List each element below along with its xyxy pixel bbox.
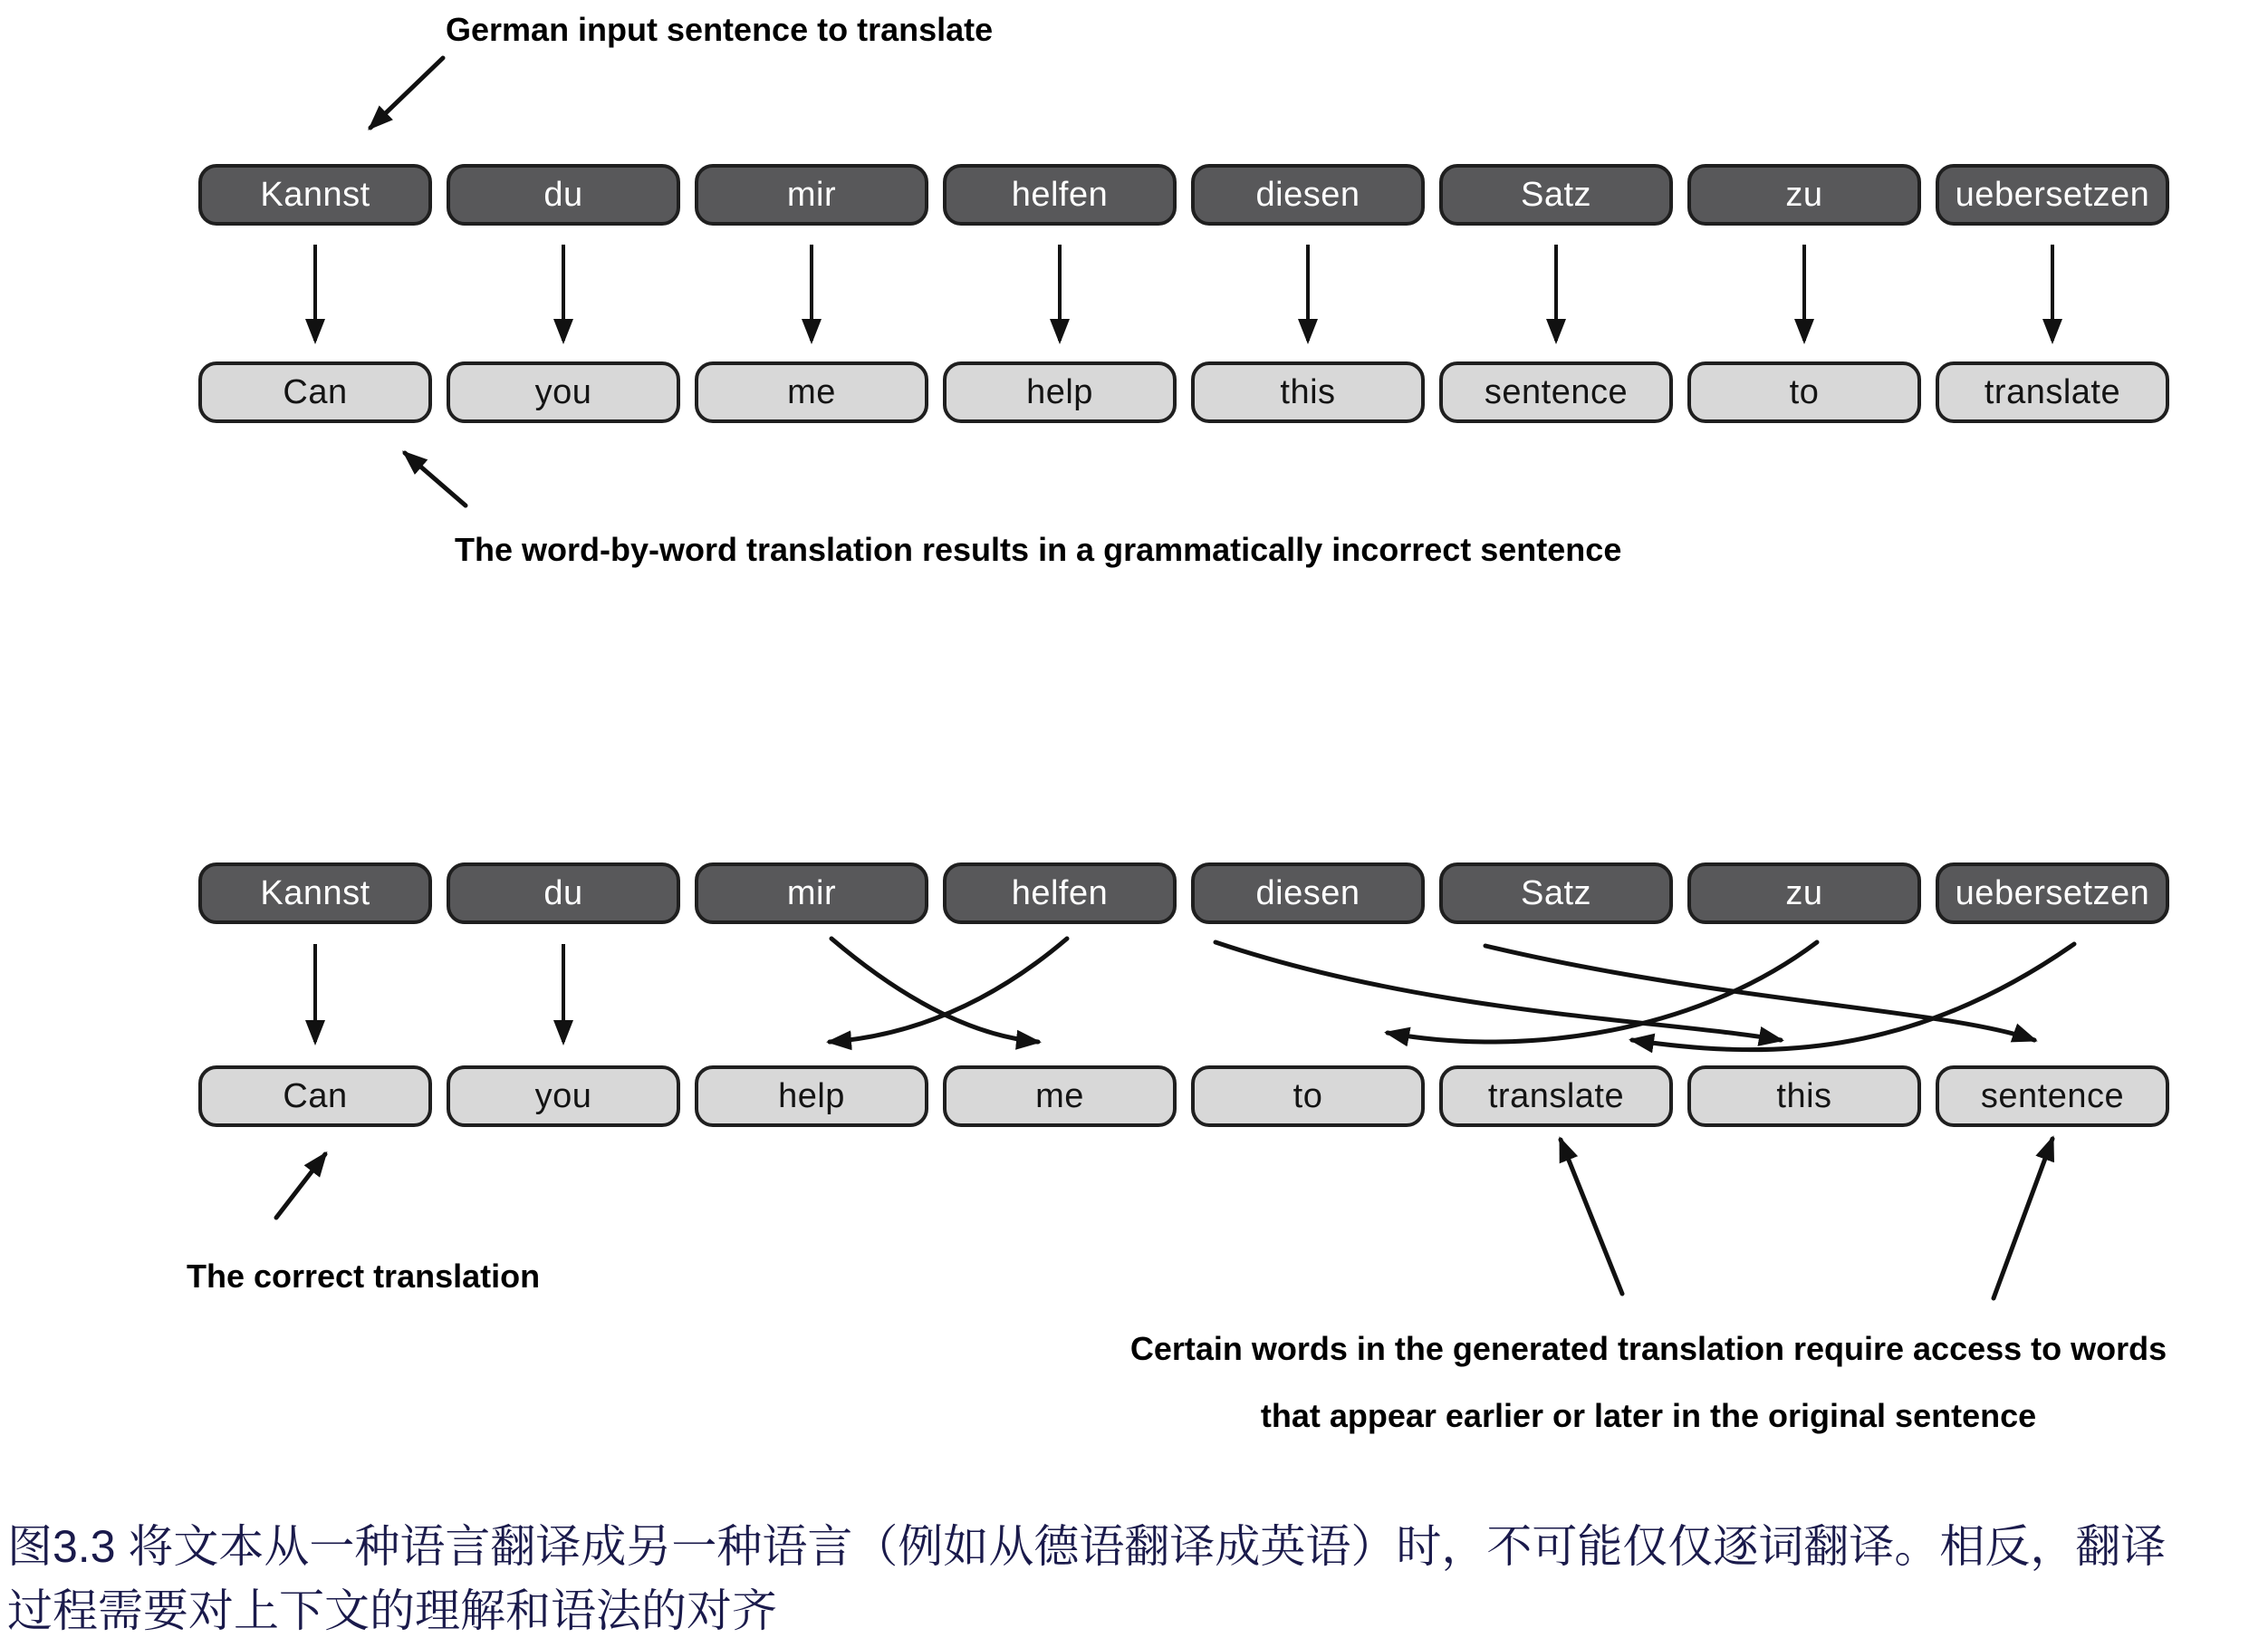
correct-translation-pointer-arrow bbox=[276, 1154, 325, 1218]
word-box-german: helfen bbox=[943, 164, 1177, 226]
word-by-word-pointer-arrow bbox=[405, 453, 466, 506]
arrow-satz-sentence-2 bbox=[1485, 946, 2034, 1040]
word-box-german: du bbox=[447, 862, 680, 924]
word-box-german: Satz bbox=[1439, 862, 1673, 924]
word-box-english: me bbox=[695, 361, 928, 423]
arrow-mir-me-2 bbox=[831, 939, 1038, 1042]
arrow-helfen-help-2 bbox=[830, 939, 1067, 1042]
word-box-english: Can bbox=[198, 361, 432, 423]
word-box-german: Satz bbox=[1439, 164, 1673, 226]
word-box-english: translate bbox=[1439, 1065, 1673, 1127]
figure-caption bbox=[7, 1515, 2264, 1638]
attention-pointer-arrow-translate bbox=[1561, 1140, 1622, 1294]
word-box-english: you bbox=[447, 361, 680, 423]
word-box-english: help bbox=[943, 361, 1177, 423]
diagram1-english-row bbox=[198, 361, 2169, 423]
word-by-word-label: The word-by-word translation results in a grammatically incorrect sentence bbox=[455, 531, 1622, 568]
word-box-german: Kannst bbox=[198, 164, 432, 226]
word-box-german: zu bbox=[1687, 862, 1921, 924]
word-box-german: uebersetzen bbox=[1936, 164, 2169, 226]
figure-caption-line2: 过程需要对上下文的理解和语法的对齐 bbox=[7, 1585, 777, 1636]
correct-translation-label: The correct translation bbox=[187, 1257, 541, 1295]
diagram2-german-row bbox=[198, 862, 2169, 924]
attention-label-line2: that appear earlier or later in the original sentence bbox=[1260, 1397, 2037, 1434]
arrow-diesen-this-2 bbox=[1216, 942, 1781, 1040]
figure-caption-line1: 图3.3 将文本从一种语言翻译成另一种语言（例如从德语翻译成英语）时，不可能仅仅逐词翻译。相反，翻译 bbox=[7, 1521, 2167, 1572]
word-box-english: sentence bbox=[1936, 1065, 2169, 1127]
word-box-german: du bbox=[447, 164, 680, 226]
word-box-english: help bbox=[695, 1065, 928, 1127]
attention-pointer-arrow-sentence bbox=[1994, 1139, 2052, 1298]
word-box-german: mir bbox=[695, 862, 928, 924]
word-box-german: Kannst bbox=[198, 862, 432, 924]
word-box-german: zu bbox=[1687, 164, 1921, 226]
word-box-english: you bbox=[447, 1065, 680, 1127]
word-box-english: this bbox=[1191, 361, 1425, 423]
attention-label bbox=[992, 1315, 2268, 1450]
word-box-english: sentence bbox=[1439, 361, 1673, 423]
word-box-english: to bbox=[1191, 1065, 1425, 1127]
attention-label-line1: Certain words in the generated translation require access to words bbox=[1129, 1330, 2167, 1367]
word-box-german: uebersetzen bbox=[1936, 862, 2169, 924]
word-box-english: Can bbox=[198, 1065, 432, 1127]
word-box-german: helfen bbox=[943, 862, 1177, 924]
word-box-english: to bbox=[1687, 361, 1921, 423]
word-box-german: diesen bbox=[1191, 164, 1425, 226]
diagram1-german-row bbox=[198, 164, 2169, 226]
word-box-english: this bbox=[1687, 1065, 1921, 1127]
word-box-german: diesen bbox=[1191, 862, 1425, 924]
german-input-pointer-arrow bbox=[370, 58, 443, 128]
german-input-label: German input sentence to translate bbox=[446, 11, 994, 48]
diagram2-english-row bbox=[198, 1065, 2169, 1127]
word-box-english: translate bbox=[1936, 361, 2169, 423]
word-box-german: mir bbox=[695, 164, 928, 226]
word-box-english: me bbox=[943, 1065, 1177, 1127]
